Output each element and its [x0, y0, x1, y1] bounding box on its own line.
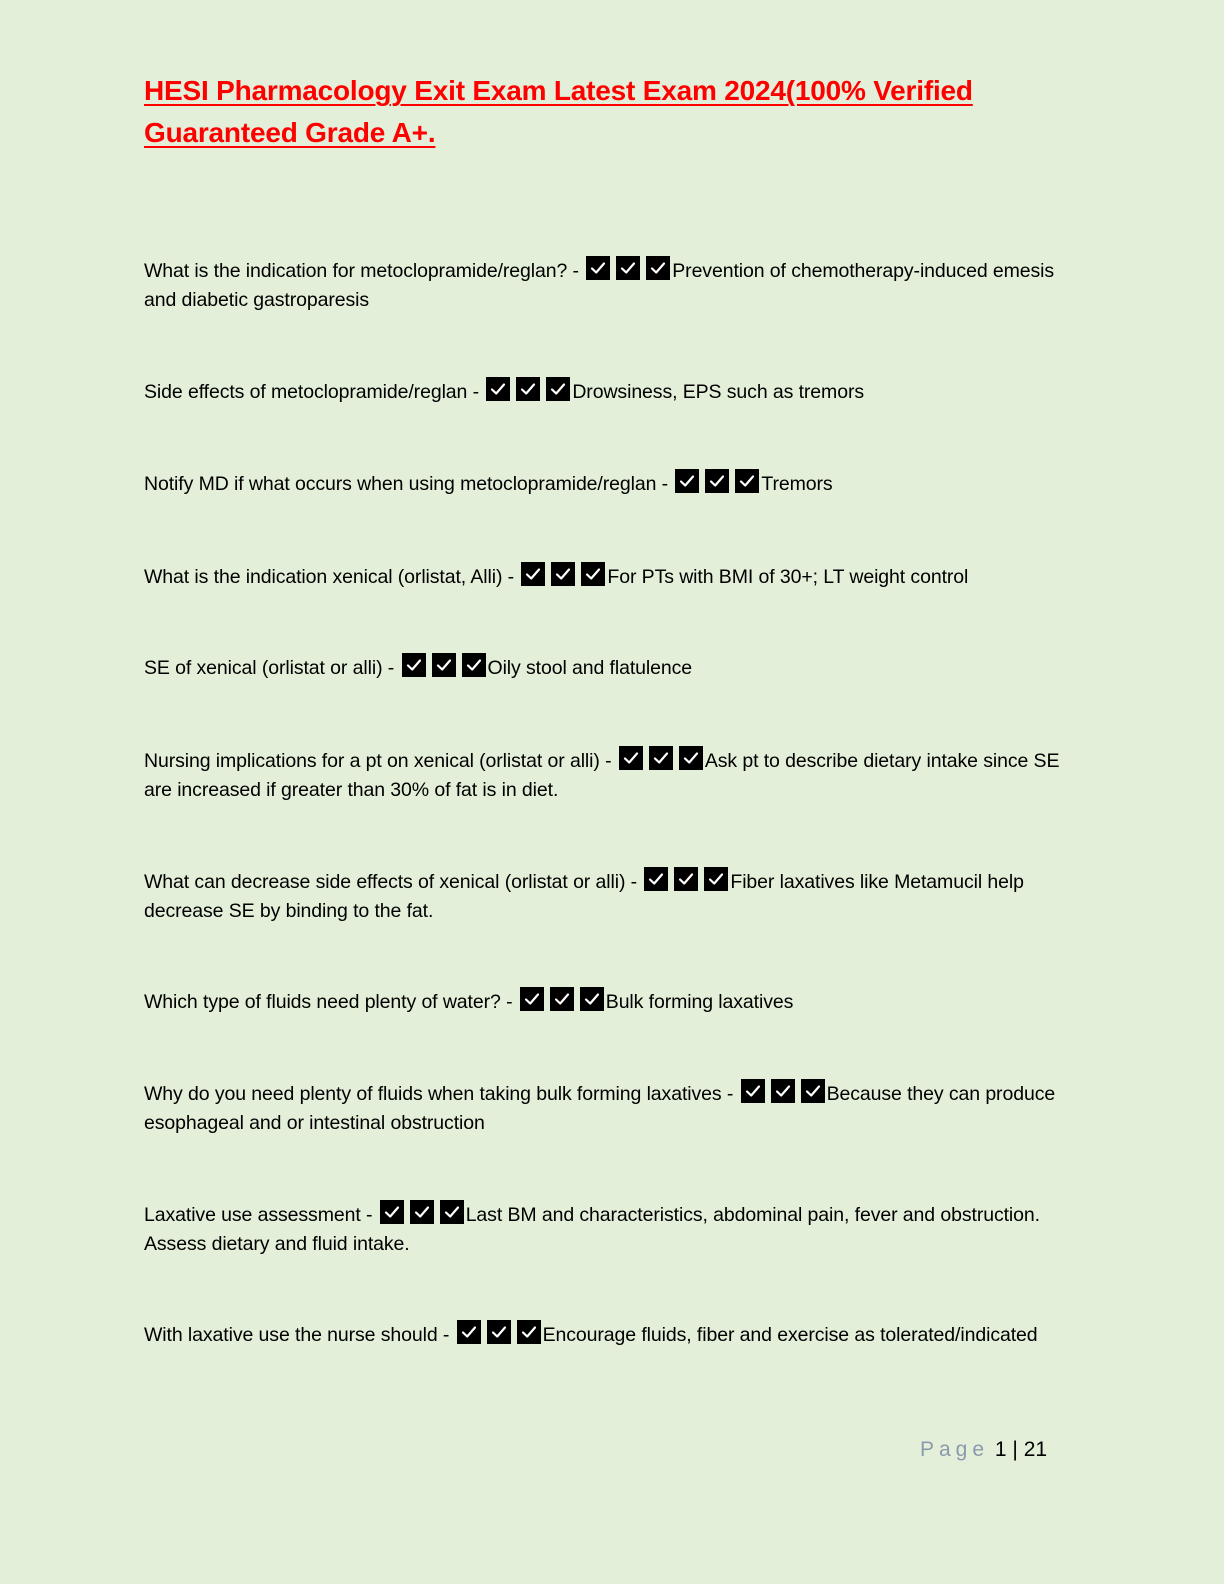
answer-text: Ask pt to describe dietary intake since SE are increased if greater than 30% of fat is in diet.: [144, 750, 1060, 801]
qa-item: [144, 746, 1084, 805]
page-label: Page: [920, 1438, 990, 1461]
check-icon: [735, 469, 759, 493]
check-icon: [801, 1079, 825, 1103]
question-text: Side effects of metoclopramide/reglan -: [144, 381, 485, 403]
checkmarks: [675, 469, 759, 493]
check-icon: [551, 562, 575, 586]
checkmarks: [520, 987, 604, 1011]
answer-text: Prevention of chemotherapy-induced emesis and diabetic gastroparesis: [144, 260, 1055, 311]
check-icon: [550, 987, 574, 1011]
document-title: [144, 70, 1044, 154]
checkmarks: [402, 653, 486, 677]
check-icon: [675, 469, 699, 493]
check-icon: [679, 746, 703, 770]
check-icon: [619, 746, 643, 770]
qa-item: [144, 562, 1084, 592]
question-text: Which type of fluids need plenty of water? -: [144, 991, 518, 1013]
check-icon: [486, 377, 510, 401]
check-icon: [521, 562, 545, 586]
qa-item: [144, 256, 1084, 315]
answer-text: Tremors: [761, 473, 833, 495]
check-icon: [704, 867, 728, 891]
checkmarks: [380, 1200, 464, 1224]
question-text: What is the indication for metoclopramide/reglan? -: [144, 260, 585, 282]
page-footer: [920, 1436, 1047, 1464]
check-icon: [487, 1320, 511, 1344]
page-number: 1: [994, 1438, 1007, 1461]
qa-item: [144, 653, 1084, 683]
check-icon: [457, 1320, 481, 1344]
check-icon: [402, 653, 426, 677]
checkmarks: [644, 867, 728, 891]
qa-item: [144, 377, 1084, 407]
check-icon: [580, 987, 604, 1011]
answer-text: Bulk forming laxatives: [605, 991, 794, 1013]
answer-text: Oily stool and flatulence: [487, 657, 693, 679]
qa-item: [144, 469, 1084, 499]
question-text: SE of xenical (orlistat or alli) -: [144, 657, 400, 679]
check-icon: [674, 867, 698, 891]
title-line-1: HESI Pharmacology Exit Exam Latest Exam 2024(100% Verified: [144, 75, 973, 106]
check-icon: [616, 256, 640, 280]
answer-text: Because they can produce esophageal and or intestinal obstruction: [144, 1083, 1056, 1134]
total-pages: 21: [1023, 1438, 1048, 1461]
qa-item: [144, 867, 1084, 926]
check-icon: [546, 377, 570, 401]
qa-item: [144, 987, 1084, 1017]
checkmarks: [586, 256, 670, 280]
check-icon: [581, 562, 605, 586]
check-icon: [586, 256, 610, 280]
question-text: What is the indication xenical (orlistat, Alli) -: [144, 566, 520, 588]
question-text: Nursing implications for a pt on xenical (orlistat or alli) -: [144, 750, 617, 772]
checkmarks: [457, 1320, 541, 1344]
qa-item: [144, 1200, 1084, 1259]
check-icon: [432, 653, 456, 677]
checkmarks: [619, 746, 703, 770]
check-icon: [646, 256, 670, 280]
checkmarks: [741, 1079, 825, 1103]
check-icon: [380, 1200, 404, 1224]
answer-text: Encourage fluids, fiber and exercise as tolerated/indicated: [542, 1324, 1038, 1346]
check-icon: [517, 1320, 541, 1344]
question-text: With laxative use the nurse should -: [144, 1324, 455, 1346]
check-icon: [644, 867, 668, 891]
checkmarks: [486, 377, 570, 401]
title-line-2: Guaranteed Grade A+.: [144, 117, 436, 148]
check-icon: [516, 377, 540, 401]
answer-text: Last BM and characteristics, abdominal pain, fever and obstruction. Assess dietary and fluid intake.: [144, 1204, 1040, 1255]
answer-text: Fiber laxatives like Metamucil help decrease SE by binding to the fat.: [144, 871, 1024, 922]
check-icon: [410, 1200, 434, 1224]
check-icon: [440, 1200, 464, 1224]
check-icon: [520, 987, 544, 1011]
check-icon: [705, 469, 729, 493]
qa-item: [144, 1079, 1084, 1138]
check-icon: [771, 1079, 795, 1103]
checkmarks: [521, 562, 605, 586]
answer-text: Drowsiness, EPS such as tremors: [572, 381, 864, 403]
question-text: Notify MD if what occurs when using metoclopramide/reglan -: [144, 473, 674, 495]
check-icon: [462, 653, 486, 677]
question-text: What can decrease side effects of xenical (orlistat or alli) -: [144, 871, 643, 893]
check-icon: [649, 746, 673, 770]
check-icon: [741, 1079, 765, 1103]
question-text: Laxative use assessment -: [144, 1204, 378, 1226]
answer-text: For PTs with BMI of 30+; LT weight control: [607, 566, 969, 588]
page-separator: |: [1006, 1438, 1024, 1461]
qa-item: [144, 1320, 1084, 1350]
question-text: Why do you need plenty of fluids when taking bulk forming laxatives -: [144, 1083, 739, 1105]
